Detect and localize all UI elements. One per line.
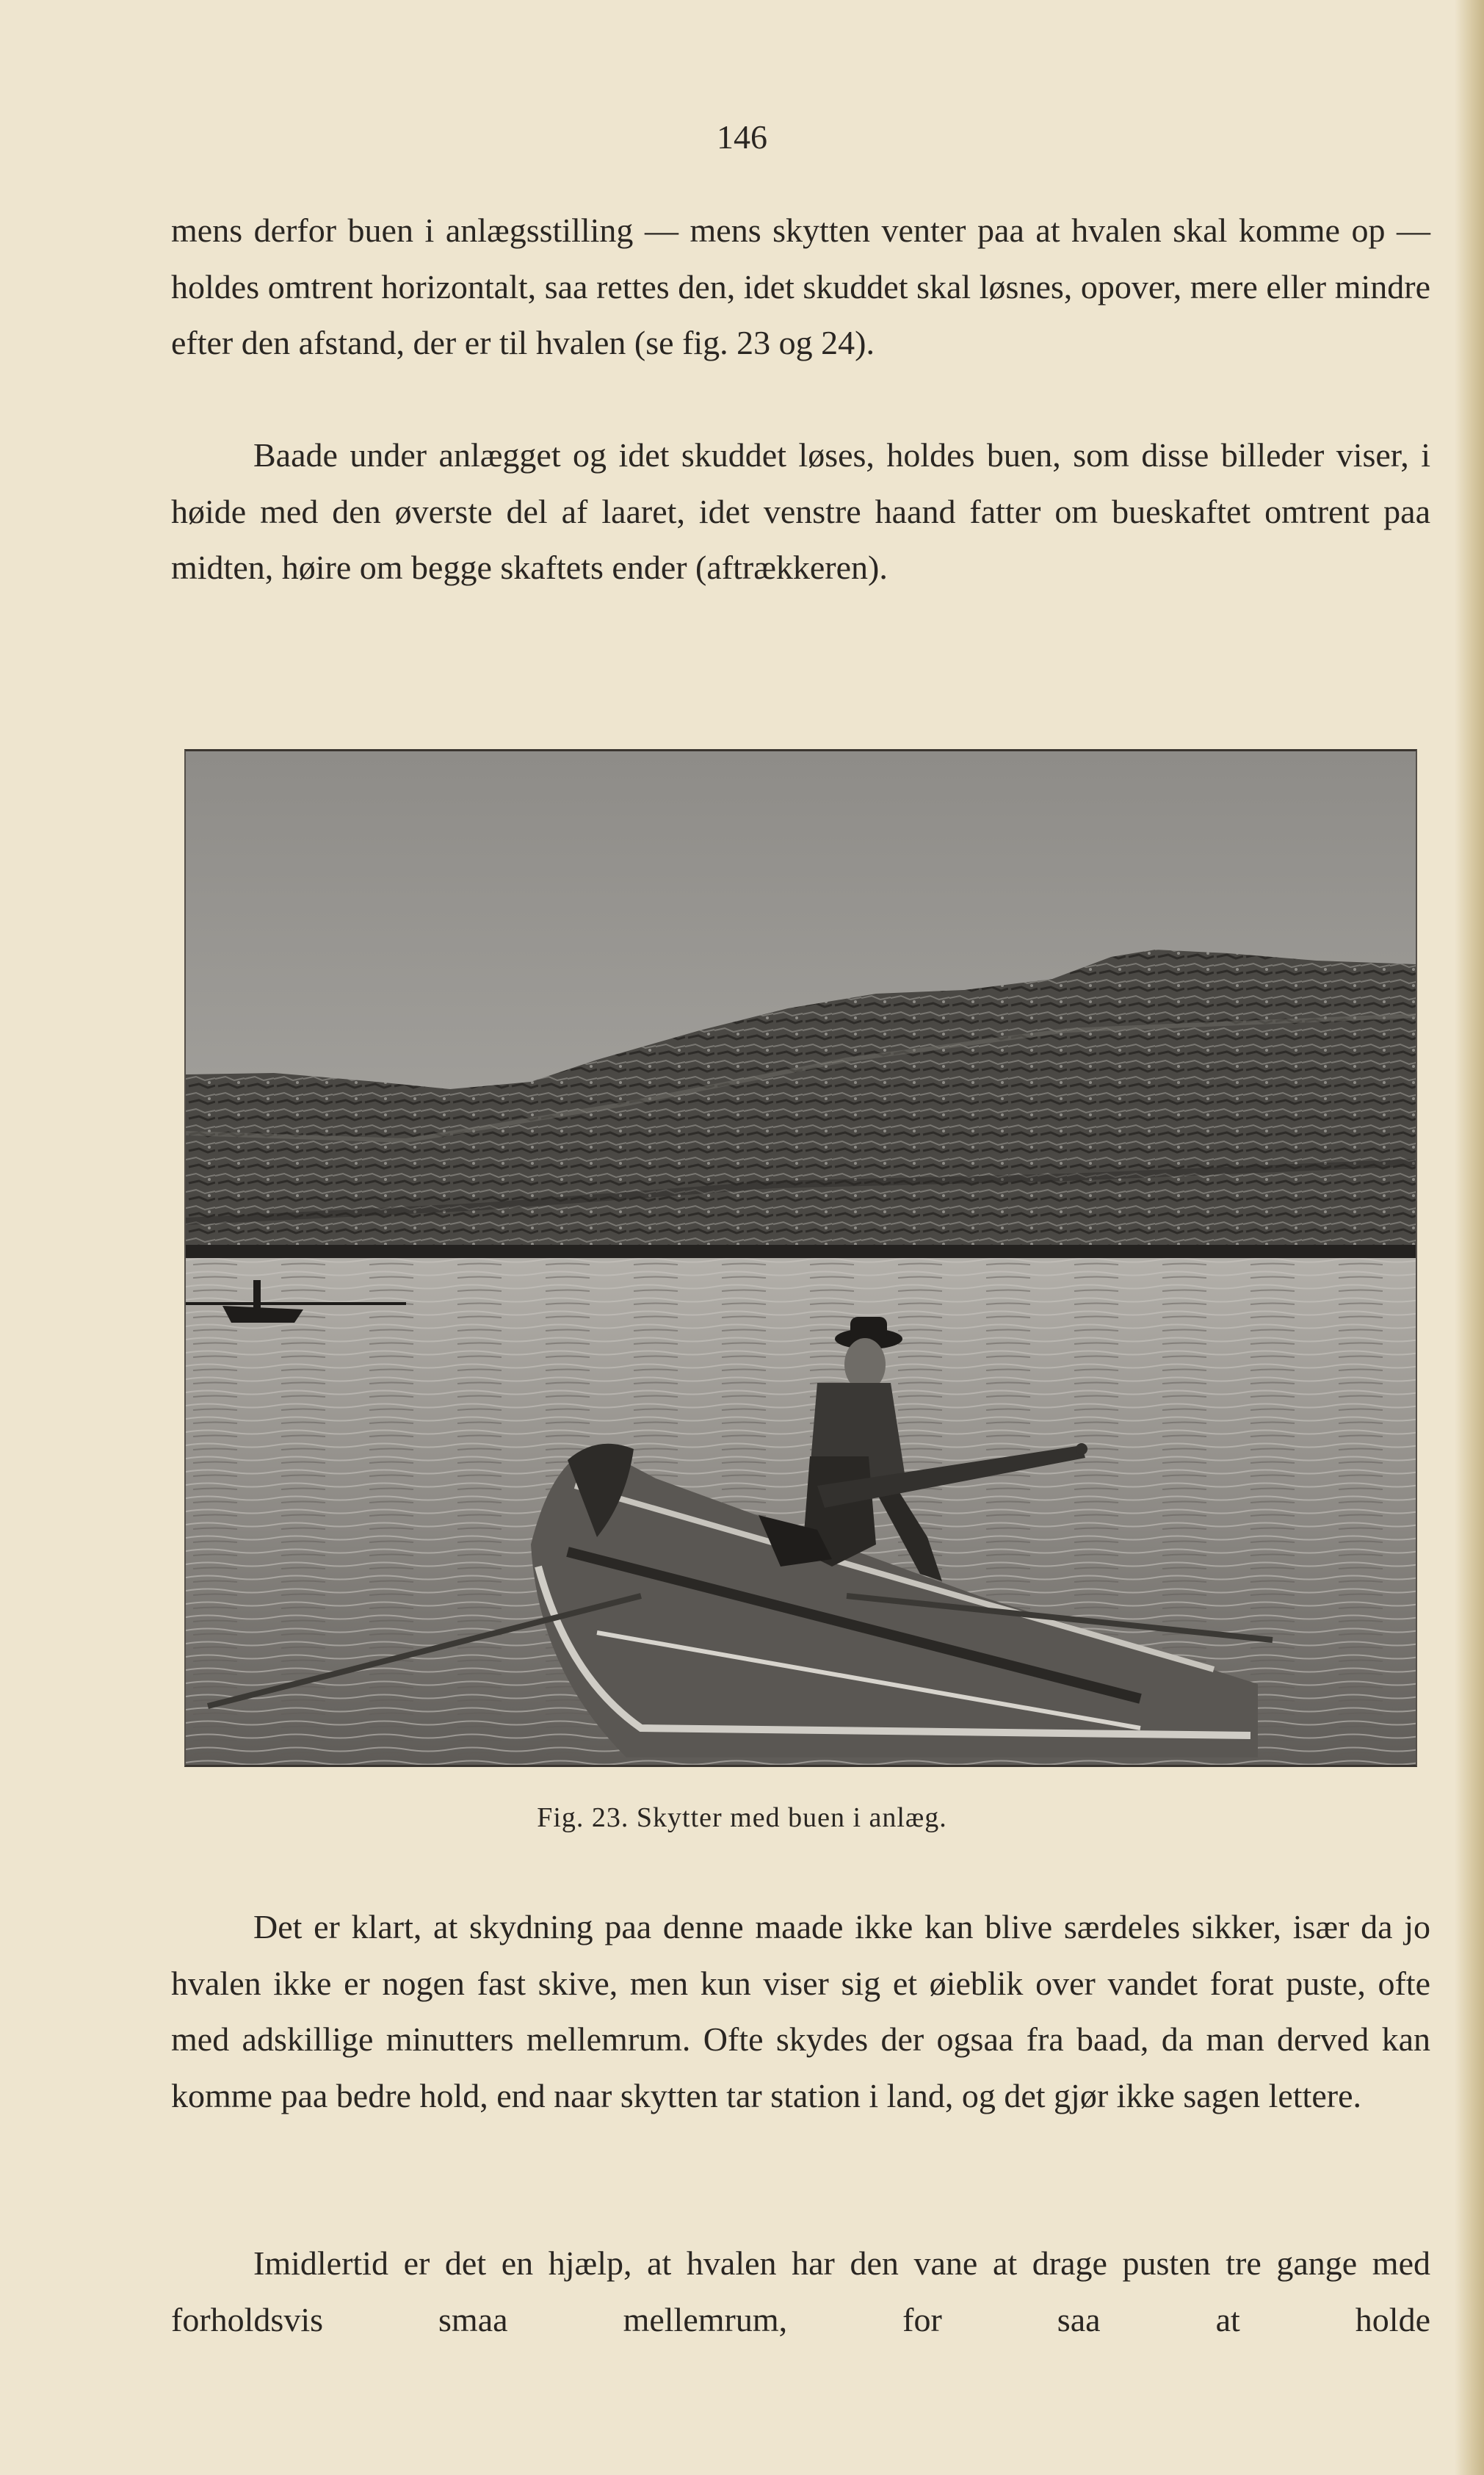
page-number: 146 bbox=[717, 118, 767, 156]
paragraph: mens derfor buen i anlægsstilling — mens skytten venter paa at hvalen skal komme op — holdes omtrent horizontalt, saa rettes den, idet skuddet skal løsnes, opover, mere eller mindre efter den afstand, der er til hvalen (se fig. 23 og 24). bbox=[171, 212, 1430, 361]
paragraph: Baade under anlægget og idet skuddet løses, holdes buen, som disse billeder viser, i høide med den øverste del af laaret, idet venstre haand fatter om bueskaftet omtrent paa midten, høire om begge skaftets ender (aftrækkeren). bbox=[171, 436, 1430, 586]
paragraph: Det er klart, at skydning paa denne maade ikke kan blive særdeles sikker, især da jo hvalen ikke er nogen fast skive, men kun viser sig et øieblik over vandet forat puste, ofte med adskillige minutters mellemrum. Ofte skydes der ogsaa fra baad, da man derved kan komme paa bedre hold, end naar skytten tar station i land, og det gjør ikke sagen lettere. bbox=[171, 1908, 1430, 2114]
shoreline bbox=[186, 1245, 1416, 1258]
paragraph: Imidlertid er det en hjælp, at hvalen har den vane at drage pusten tre gange med forholdsvis smaa mellemrum, for saa at holde bbox=[171, 2244, 1430, 2338]
figure-caption: Fig. 23. Skytter med buen i anlæg. bbox=[537, 1802, 947, 1833]
figure-photograph bbox=[184, 749, 1417, 1767]
page-edge-shadow bbox=[1455, 0, 1484, 2475]
photo-illustration bbox=[186, 751, 1416, 1765]
